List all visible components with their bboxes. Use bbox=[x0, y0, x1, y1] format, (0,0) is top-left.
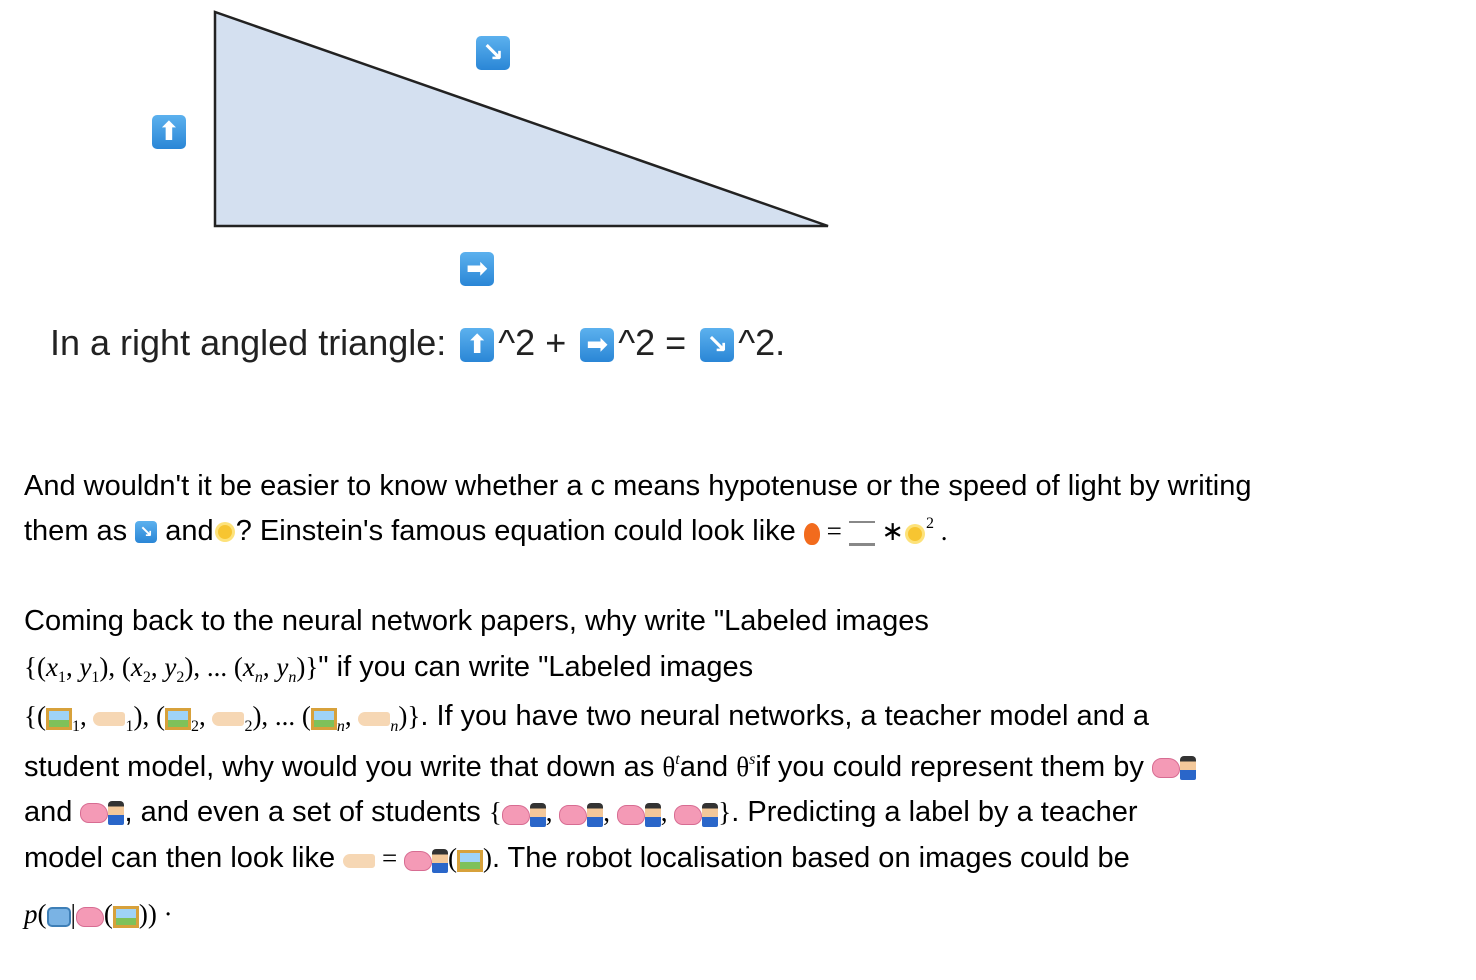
brain-icon bbox=[559, 805, 587, 825]
text-fragment: and bbox=[24, 796, 73, 828]
labeled-images-formula: {($x_1$, $y_1$), ($x_2$, $y_2$), ... ($x_n$, $y_n$)} bbox=[24, 652, 319, 686]
right-arrow-icon: ➡ bbox=[460, 252, 494, 286]
text-fragment: student model, why would you write that down as bbox=[24, 751, 655, 783]
framed-picture-icon bbox=[311, 708, 337, 730]
sun-icon bbox=[908, 527, 922, 541]
framed-picture-icon bbox=[46, 708, 72, 730]
student-icon bbox=[645, 803, 661, 827]
robot-icon bbox=[47, 907, 71, 927]
teacher-icon bbox=[432, 849, 448, 873]
caption-term3: ^2. bbox=[738, 322, 786, 363]
text-fragment: and bbox=[679, 751, 729, 783]
brain-icon bbox=[404, 851, 432, 871]
teacher-icon bbox=[1180, 756, 1196, 780]
teacher-prediction-formula: = ( ) bbox=[343, 843, 492, 873]
theta-student-symbol: $\theta^s$ bbox=[736, 751, 756, 782]
paragraph-2-line-4 bbox=[24, 751, 1196, 784]
text-fragment: ? Einstein's famous equation could look like bbox=[235, 515, 796, 547]
paragraph-1-line-1: And wouldn't it be easier to know whether a c means hypotenuse or the speed of light by writing bbox=[24, 470, 1252, 502]
brain-icon bbox=[674, 805, 702, 825]
fire-icon bbox=[804, 523, 820, 545]
down-right-arrow-icon: ↘ bbox=[135, 521, 157, 543]
text-fragment: and bbox=[165, 515, 214, 547]
text-fragment: " if you can write "Labeled images bbox=[318, 651, 754, 683]
brain-icon bbox=[1152, 758, 1180, 778]
student-icon bbox=[587, 803, 603, 827]
paragraph-2-line-3 bbox=[24, 700, 1149, 736]
framed-picture-icon bbox=[165, 708, 191, 730]
caption-prefix: In a right angled triangle: bbox=[50, 322, 447, 363]
text-fragment: them as bbox=[24, 515, 128, 547]
theta-teacher-symbol: $\theta^t$ bbox=[662, 751, 680, 782]
triangle-figure bbox=[0, 0, 900, 240]
robot-localisation-formula: p( | ( )) · bbox=[24, 899, 173, 929]
label-tag-icon bbox=[358, 712, 390, 726]
brain-icon bbox=[502, 805, 530, 825]
label-tag-icon bbox=[93, 712, 125, 726]
text-fragment: . The robot localisation based on images could be bbox=[491, 842, 1130, 874]
label-tag-icon bbox=[343, 854, 375, 868]
paragraph-2-line-2 bbox=[24, 651, 753, 687]
text-fragment: . Predicting a label by a teacher bbox=[731, 796, 1138, 828]
balance-scale-icon bbox=[849, 521, 875, 546]
student-set-formula: { , , , } bbox=[488, 797, 732, 827]
text-fragment: , and even a set of students bbox=[124, 796, 481, 828]
label-tag-icon bbox=[212, 712, 244, 726]
brain-icon bbox=[617, 805, 645, 825]
text-fragment: if you could represent them by bbox=[755, 751, 1144, 783]
text-fragment: model can then look like bbox=[24, 842, 336, 874]
paragraph-2-line-1: Coming back to the neural network papers, why write "Labeled images bbox=[24, 605, 929, 637]
vertical-leg-marker bbox=[152, 115, 186, 149]
down-right-arrow-icon: ↘ bbox=[476, 36, 510, 70]
framed-picture-icon bbox=[113, 906, 139, 928]
emoji-labeled-images-formula: {( $_1$, $_1$), ( $_2$, $_2$), ... ( $_n$, $_n$)} bbox=[24, 701, 421, 735]
hypotenuse-marker bbox=[476, 36, 510, 70]
caption-term1: ^2 + bbox=[498, 322, 567, 363]
brain-icon bbox=[80, 803, 108, 823]
caption-term2: ^2 = bbox=[618, 322, 687, 363]
horizontal-leg-marker bbox=[460, 252, 494, 286]
down-right-arrow-icon: ↘ bbox=[700, 328, 734, 362]
paragraph-1-line-2 bbox=[24, 515, 947, 548]
sun-icon bbox=[218, 525, 232, 539]
brain-icon bbox=[76, 907, 104, 927]
student-icon bbox=[702, 803, 718, 827]
paragraph-2-line-7 bbox=[24, 898, 173, 931]
up-arrow-icon: ⬆ bbox=[460, 328, 494, 362]
text-fragment: . If you have two neural networks, a teacher model and a bbox=[420, 700, 1150, 732]
framed-picture-icon bbox=[457, 850, 483, 872]
einstein-emoji-equation: = ∗ $^2$ . bbox=[804, 516, 948, 546]
figure-caption bbox=[50, 322, 785, 364]
student-icon bbox=[108, 801, 124, 825]
student-icon bbox=[530, 803, 546, 827]
up-arrow-icon: ⬆ bbox=[152, 115, 186, 149]
right-triangle bbox=[215, 12, 828, 226]
paragraph-2-line-5 bbox=[24, 796, 1138, 829]
right-arrow-icon: ➡ bbox=[580, 328, 614, 362]
paragraph-2-line-6 bbox=[24, 842, 1130, 875]
